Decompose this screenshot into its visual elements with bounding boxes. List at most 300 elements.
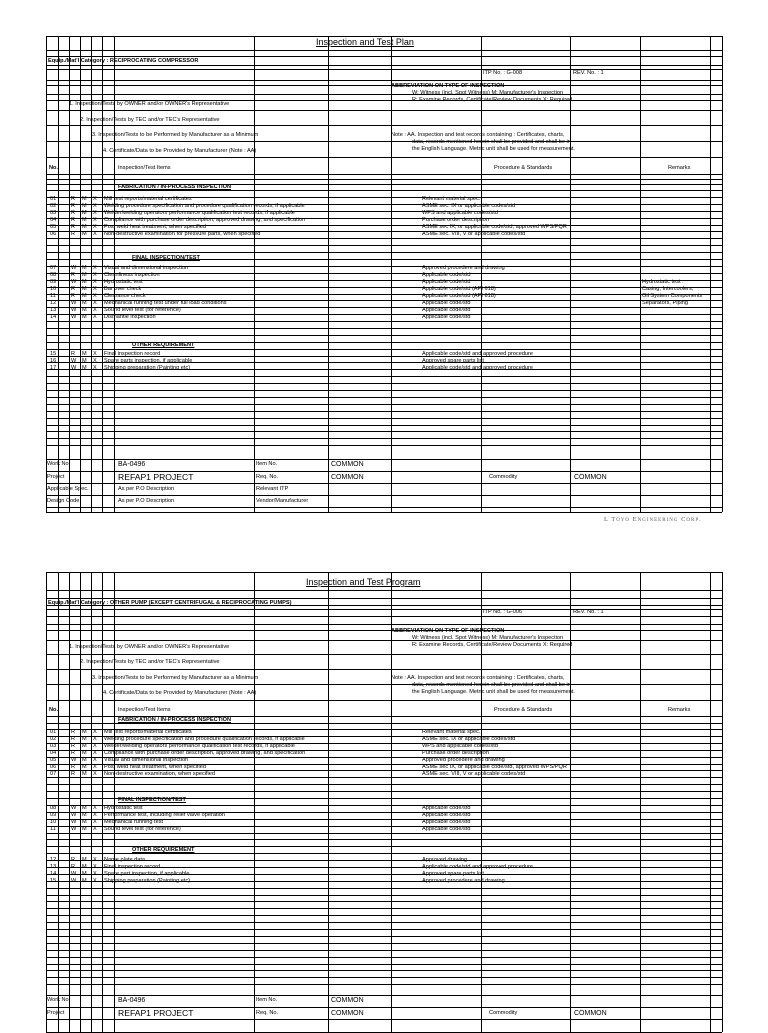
row-code-tec: W <box>71 819 77 825</box>
row-code-tec: W <box>71 307 77 313</box>
project-label: Project <box>47 1010 65 1016</box>
row-code-manufacturer: M <box>82 231 87 237</box>
row-procedure: WPS and applicable codes/std <box>422 743 498 749</box>
row-code-certificate: X <box>93 314 97 320</box>
row-item: Cleanliness inspection <box>104 272 160 278</box>
grid-row-line <box>46 888 722 889</box>
row-item: Hydrostatic test <box>104 279 143 285</box>
row-code-manufacturer: M <box>82 210 87 216</box>
row-item: Welding procedure specification and procedure qualification records, if applicable <box>104 203 305 209</box>
grid-row-line <box>46 624 722 625</box>
row-code-manufacturer: M <box>82 812 87 818</box>
row-code-manufacturer: M <box>82 826 87 832</box>
row-code-tec: W <box>71 826 77 832</box>
grid-column-line <box>328 36 329 512</box>
itp-sheet-other-pump <box>46 572 722 1032</box>
row-procedure: ASME sec. VIII, V or applicable codes/std <box>422 771 526 777</box>
row-number: 08 <box>50 805 57 811</box>
grid-row-line <box>46 860 722 861</box>
row-code-manufacturer: M <box>82 771 87 777</box>
applicable-spec-value: As per P.O Description <box>118 486 175 492</box>
grid-row-line <box>46 252 722 253</box>
grid-column-line <box>391 36 392 512</box>
inspection-level-1: 1. Inspection/Tests by OWNER and/or OWNER's Representative <box>69 101 230 107</box>
row-code-manufacturer: M <box>82 878 87 884</box>
row-code-tec: W <box>71 878 77 884</box>
grid-row-line <box>46 805 722 806</box>
row-item: Shipping preparation (Painting etc) <box>104 365 191 371</box>
inspection-level-3: 3. Inspection/Tests to be Performed by Manufacturer as a Minimum <box>92 132 259 138</box>
row-number: 03 <box>50 743 57 749</box>
column-header-procedure: Procedure & Standards <box>494 165 553 171</box>
grid-row-line <box>46 700 722 701</box>
row-number: 05 <box>50 224 57 230</box>
column-header-no: No. <box>49 707 59 713</box>
company-footer: L Toyo Engineering Corp. <box>604 516 702 523</box>
row-code-tec: R <box>71 293 76 299</box>
row-procedure: WPS and applicable codes/std <box>422 210 498 216</box>
grid-row-line <box>46 157 722 158</box>
grid-row-line <box>46 294 722 295</box>
relevant-itp-label: Relevant ITP <box>256 486 289 492</box>
row-number: 07 <box>50 265 57 271</box>
row-item: Mill test reports/material certificates <box>104 729 192 735</box>
req-no-label: Req. No. <box>256 1010 279 1016</box>
row-number: 05 <box>50 757 57 763</box>
grid-row-line <box>46 438 722 439</box>
row-code-certificate: X <box>93 358 97 364</box>
work-no-label: Work No. <box>47 997 71 1003</box>
grid-row-line <box>46 640 722 641</box>
row-number: 14 <box>50 314 57 320</box>
work-no-value: BA-0496 <box>118 461 146 468</box>
row-code-certificate: X <box>93 279 97 285</box>
row-item: Compliance with purchase order description, approved drawing, and specification <box>104 750 306 756</box>
row-code-certificate: X <box>93 224 97 230</box>
row-code-certificate: X <box>93 819 97 825</box>
row-code-tec: R <box>71 864 76 870</box>
row-number: 14 <box>50 871 57 877</box>
grid-row-line <box>46 598 722 599</box>
row-code-tec: W <box>71 871 77 877</box>
row-code-certificate: X <box>93 231 97 237</box>
equip-category: Equip./Mat'l Category : RECIPROCATING COMPRESSOR <box>48 58 199 64</box>
row-item: Hydrostatic test <box>104 805 143 811</box>
row-number: 13 <box>50 864 57 870</box>
row-code-tec: R <box>71 771 76 777</box>
grid-column-line <box>254 572 255 1032</box>
row-item: Final inspection record <box>104 351 161 357</box>
row-item: Post weld heat treatment, when specified <box>104 224 206 230</box>
grid-row-line <box>46 335 722 336</box>
grid-row-line <box>46 995 722 996</box>
row-code-tec: R <box>71 286 76 292</box>
row-procedure: ASME sec IX, or applicable code/std, approved WPS/PQR <box>422 764 567 770</box>
row-item: Welder/welding operators performance qualification test records, if applicable <box>104 210 295 216</box>
grid-column-line <box>722 36 723 512</box>
row-code-certificate: X <box>93 750 97 756</box>
row-code-tec: R <box>71 231 76 237</box>
column-header-remarks: Remarks <box>668 165 691 171</box>
abbreviation-title: ABBREVIATION ON TYPE OF INSPECTION <box>391 83 505 89</box>
grid-column-line <box>91 572 92 1032</box>
grid-column-line <box>570 572 571 1032</box>
row-code-manufacturer: M <box>82 819 87 825</box>
row-code-tec: R <box>71 351 76 357</box>
grid-row-line <box>46 908 722 909</box>
grid-row-line <box>46 483 722 484</box>
row-procedure: Applicable code/std <box>422 805 471 811</box>
row-number: 13 <box>50 307 57 313</box>
row-procedure: Applicable code/std (API 618) <box>422 286 496 292</box>
row-item: Mechanical running test <box>104 819 164 825</box>
note-line-3: the English Language. Metric unit shall be used for measurement. <box>412 146 575 152</box>
row-code-tec: R <box>71 217 76 223</box>
section-fabrication: FABRICATION / IN-PROCESS INSPECTION <box>118 184 232 190</box>
grid-row-line <box>46 376 722 377</box>
grid-row-line <box>46 390 722 391</box>
row-code-tec: R <box>71 224 76 230</box>
inspection-level-1: 1. Inspection/Tests by OWNER and/or OWNER's Representative <box>69 644 230 650</box>
grid-column-line <box>570 36 571 512</box>
abbreviation-title: ABBREVIATION ON TYPE OF INSPECTION <box>391 628 505 634</box>
commodity-value: COMMON <box>574 1010 607 1017</box>
row-code-certificate: X <box>93 826 97 832</box>
abbreviation-line-2: R: Examine Records, Certificate/Review Documents X: Required <box>412 97 573 103</box>
grid-column-line <box>46 36 47 512</box>
row-procedure: Applicable code/std <box>422 819 471 825</box>
grid-column-line <box>710 572 711 1032</box>
grid-column-line <box>722 572 723 1032</box>
grid-row-line <box>46 85 722 86</box>
row-item: Visual and dimensional inspection <box>104 265 189 271</box>
grid-row-line <box>46 94 722 95</box>
grid-column-line <box>58 572 59 1032</box>
note-line-2: data, records mentioned herein shall be provided and shall be in <box>412 139 571 145</box>
row-item: Shipping preparation (Painting etc) <box>104 878 191 884</box>
row-item: Mill test reports/material certificates <box>104 196 192 202</box>
row-code-manufacturer: M <box>82 743 87 749</box>
grid-row-line <box>46 1019 722 1020</box>
grid-row-line <box>46 590 722 591</box>
row-remarks: Hydrostatic test : <box>642 279 684 285</box>
grid-row-line <box>46 287 722 288</box>
project-label: Project <box>47 474 65 480</box>
grid-row-line <box>46 936 722 937</box>
row-code-manufacturer: M <box>82 764 87 770</box>
grid-row-line <box>46 495 722 496</box>
row-code-certificate: X <box>93 736 97 742</box>
row-code-certificate: X <box>93 857 97 863</box>
grid-row-line <box>46 65 722 66</box>
grid-row-line <box>46 684 722 685</box>
row-item: Spare parts inspection, if applicable <box>104 358 193 364</box>
row-code-manufacturer: M <box>82 314 87 320</box>
work-no-value: BA-0496 <box>118 997 146 1004</box>
column-header-no: No. <box>49 165 59 171</box>
grid-row-line <box>46 69 722 70</box>
grid-row-line <box>46 964 722 965</box>
grid-row-line <box>46 977 722 978</box>
row-number: 02 <box>50 203 57 209</box>
req-no-value: COMMON <box>331 1010 364 1017</box>
row-code-certificate: X <box>93 265 97 271</box>
row-item: Bar over check <box>104 286 142 292</box>
grid-column-line <box>391 572 392 1032</box>
grid-row-line <box>46 411 722 412</box>
grid-row-line <box>46 328 722 329</box>
grid-row-line <box>46 957 722 958</box>
row-item: Visual and dimensional inspection <box>104 757 189 763</box>
section-final-inspection: FINAL INSPECTION/TEST <box>118 797 186 803</box>
grid-row-line <box>46 179 722 180</box>
req-no-value: COMMON <box>331 474 364 481</box>
row-number: 11 <box>50 293 56 299</box>
row-remarks: Oil System Components <box>642 293 703 299</box>
grid-row-line <box>46 418 722 419</box>
row-code-manufacturer: M <box>82 805 87 811</box>
row-number: 09 <box>50 812 57 818</box>
grid-row-line <box>46 445 722 446</box>
row-code-certificate: X <box>93 217 97 223</box>
row-code-tec: W <box>71 358 77 364</box>
grid-row-line <box>46 915 722 916</box>
row-item: Spare part inspection, if applicable <box>104 871 190 877</box>
row-item: Welding procedure specification and procedure qualification records, if applicable <box>104 736 305 742</box>
row-code-tec: R <box>71 210 76 216</box>
grid-row-line <box>46 922 722 923</box>
grid-row-line <box>46 50 722 51</box>
row-code-certificate: X <box>93 864 97 870</box>
row-code-tec: W <box>71 365 77 371</box>
row-code-manufacturer: M <box>82 224 87 230</box>
section-other-requirement: OTHER REQUIREMENT <box>132 342 195 348</box>
row-number: 17 <box>50 365 57 371</box>
grid-row-line <box>46 895 722 896</box>
row-code-manufacturer: M <box>82 365 87 371</box>
grid-column-line <box>640 36 641 512</box>
row-code-manufacturer: M <box>82 757 87 763</box>
row-procedure: Approved spare parts list <box>422 358 484 364</box>
row-procedure: Applicable code/std <box>422 272 471 278</box>
grid-row-line <box>46 507 722 508</box>
item-no-value: COMMON <box>331 997 364 1004</box>
grid-row-line <box>46 901 722 902</box>
grid-row-line <box>46 839 722 840</box>
row-item: Clearance check <box>104 293 146 299</box>
vendor-label: Vendor/Manufacturer <box>256 498 309 504</box>
item-no-label: Item No. <box>256 997 278 1003</box>
grid-column-line <box>710 36 711 512</box>
grid-row-line <box>46 404 722 405</box>
design-code-label: Design Code <box>47 498 80 504</box>
item-no-value: COMMON <box>331 461 364 468</box>
row-code-tec: R <box>71 729 76 735</box>
sheet-title: Inspection and Test Plan <box>316 37 414 47</box>
row-item: Name plate data <box>104 857 146 863</box>
row-item: Compliance with purchase order description, approved drawing, and specification <box>104 217 306 223</box>
row-procedure: Applicable code/std <box>422 307 471 313</box>
row-number: 12 <box>50 857 57 863</box>
grid-column-line <box>254 36 255 512</box>
item-no-label: Item No. <box>256 461 278 467</box>
grid-column-line <box>481 36 482 512</box>
grid-row-line <box>46 784 722 785</box>
row-procedure: Approved procedere and drawing <box>422 757 505 763</box>
row-code-certificate: X <box>93 351 97 357</box>
itp-number: ITP No. : G-006 <box>483 609 523 615</box>
row-code-manufacturer: M <box>82 750 87 756</box>
note-line-1: Note : AA. Inspection and test records containing : Certificates, charts, <box>391 675 565 681</box>
row-code-tec: R <box>71 203 76 209</box>
row-code-tec: R <box>71 857 76 863</box>
row-code-manufacturer: M <box>82 871 87 877</box>
commodity-label: Commodity <box>489 1010 518 1016</box>
row-code-certificate: X <box>93 365 97 371</box>
row-code-certificate: X <box>93 203 97 209</box>
section-final-inspection: FINAL INSPECTION/TEST <box>132 255 200 261</box>
row-code-manufacturer: M <box>82 196 87 202</box>
row-procedure: Approved drawing <box>422 857 468 863</box>
row-number: 04 <box>50 217 57 223</box>
row-procedure: Approved procedere and drawing <box>422 878 505 884</box>
section-other-requirement: OTHER REQUIREMENT <box>132 847 195 853</box>
grid-row-line <box>46 459 722 460</box>
grid-row-line <box>46 929 722 930</box>
grid-row-line <box>46 397 722 398</box>
grid-row-line <box>46 321 722 322</box>
note-line-2: data, records mentioned herein shall be provided and shall be in <box>412 682 571 688</box>
row-code-tec: W <box>71 300 77 306</box>
row-code-manufacturer: M <box>82 736 87 742</box>
row-number: 02 <box>50 736 57 742</box>
row-procedure: Applicable code/std <box>422 300 471 306</box>
abbreviation-line-1: W: Witness (incl. Spot Witness) M: Manufacturer's Inspection <box>412 90 564 96</box>
row-code-tec: W <box>71 279 77 285</box>
row-number: 10 <box>50 286 57 292</box>
row-code-manufacturer: M <box>82 300 87 306</box>
row-number: 16 <box>50 358 57 364</box>
row-number: 12 <box>50 300 57 306</box>
row-code-tec: R <box>71 743 76 749</box>
applicable-spec-label: Applicable Spec. <box>47 486 89 492</box>
grid-column-line <box>640 572 641 1032</box>
column-header-items: Inspection/Test Items <box>118 707 171 713</box>
inspection-level-3: 3. Inspection/Tests to be Performed by Manufacturer as a Minimum <box>92 675 259 681</box>
row-procedure: Applicable code/std <box>422 812 471 818</box>
sheet-title: Inspection and Test Program <box>306 577 421 587</box>
grid-row-line <box>46 141 722 142</box>
row-procedure: ASME sec IX, or applicable code/std, approved WPS/PQR <box>422 224 567 230</box>
row-number: 04 <box>50 750 57 756</box>
grid-column-line <box>114 572 115 1032</box>
row-number: 10 <box>50 819 57 825</box>
row-number: 15 <box>50 351 57 357</box>
grid-row-line <box>46 943 722 944</box>
grid-column-line <box>46 572 47 1032</box>
row-code-manufacturer: M <box>82 307 87 313</box>
inspection-level-4: 4. Certificate/Data to be Provided by Manufacturer (Note : AA) <box>103 148 257 154</box>
commodity-value: COMMON <box>574 474 607 481</box>
row-item: Non-destructive examination for pressure parts, when specified <box>104 231 261 237</box>
row-number: 09 <box>50 279 57 285</box>
row-code-certificate: X <box>93 805 97 811</box>
row-item: Sound level test (for reference) <box>104 307 181 313</box>
row-number: 01 <box>50 729 57 735</box>
row-number: 07 <box>50 771 57 777</box>
row-code-certificate: X <box>93 300 97 306</box>
row-code-certificate: X <box>93 743 97 749</box>
grid-row-line <box>46 630 722 631</box>
row-procedure: Purchase order description <box>422 217 489 223</box>
section-fabrication: FABRICATION / IN-PROCESS INSPECTION <box>118 717 232 723</box>
row-procedure: Approved spare parts list <box>422 871 484 877</box>
row-number: 01 <box>50 196 57 202</box>
row-code-certificate: X <box>93 871 97 877</box>
row-remarks: Separators, Piping <box>642 300 689 306</box>
grid-row-line <box>46 56 722 57</box>
row-code-manufacturer: M <box>82 203 87 209</box>
row-code-tec: R <box>71 196 76 202</box>
row-number: 03 <box>50 210 57 216</box>
row-procedure: Relevant material spec. <box>422 729 481 735</box>
abbreviation-line-2: R: Examine Records, Certificate/Review Documents X: Required <box>412 642 573 648</box>
row-number: 06 <box>50 764 57 770</box>
column-header-remarks: Remarks <box>668 707 691 713</box>
grid-row-line <box>46 174 722 175</box>
row-code-manufacturer: M <box>82 857 87 863</box>
grid-row-line <box>46 950 722 951</box>
row-code-tec: W <box>71 757 77 763</box>
row-procedure: Applicable code/std and approved procedure <box>422 864 534 870</box>
grid-row-line <box>46 425 722 426</box>
project-value: REFAP1 PROJECT <box>118 472 194 482</box>
grid-column-line <box>102 572 103 1032</box>
row-procedure: Approved procedere and drawing <box>422 265 505 271</box>
row-code-manufacturer: M <box>82 286 87 292</box>
row-code-tec: R <box>71 736 76 742</box>
column-header-items: Inspection/Test Items <box>118 165 171 171</box>
inspection-level-2: 2. Inspection/Tests by TEC and/or TEC's Representative <box>80 117 220 123</box>
req-no-label: Req. No. <box>256 474 279 480</box>
grid-row-line <box>46 512 722 513</box>
revision-number: REV. No. : 1 <box>573 609 604 615</box>
grid-row-line <box>46 80 722 81</box>
row-code-manufacturer: M <box>82 293 87 299</box>
row-code-certificate: X <box>93 286 97 292</box>
row-code-tec: R <box>71 764 76 770</box>
row-code-manufacturer: M <box>82 217 87 223</box>
grid-column-line <box>69 572 70 1032</box>
grid-row-line <box>46 572 722 573</box>
commodity-label: Commodity <box>489 474 518 480</box>
row-code-manufacturer: M <box>82 265 87 271</box>
row-code-tec: W <box>71 812 77 818</box>
row-code-manufacturer: M <box>82 864 87 870</box>
row-code-certificate: X <box>93 272 97 278</box>
row-procedure: Applicable code/std <box>422 279 471 285</box>
row-procedure: Applicable code/std and approved procedure <box>422 365 534 371</box>
row-item: Final inspection record <box>104 864 161 870</box>
itp-sheet-reciprocating-compressor <box>46 36 722 512</box>
grid-row-line <box>46 669 722 670</box>
revision-number: REV. No. : 1 <box>573 70 604 76</box>
note-line-3: the English Language. Metric unit shall be used for measurement. <box>412 689 575 695</box>
abbreviation-line-1: W: Witness (incl. Spot Witness) M: Manufacturer's Inspection <box>412 635 564 641</box>
row-code-certificate: X <box>93 757 97 763</box>
row-procedure: Applicable code/std <box>422 826 471 832</box>
grid-row-line <box>46 654 722 655</box>
